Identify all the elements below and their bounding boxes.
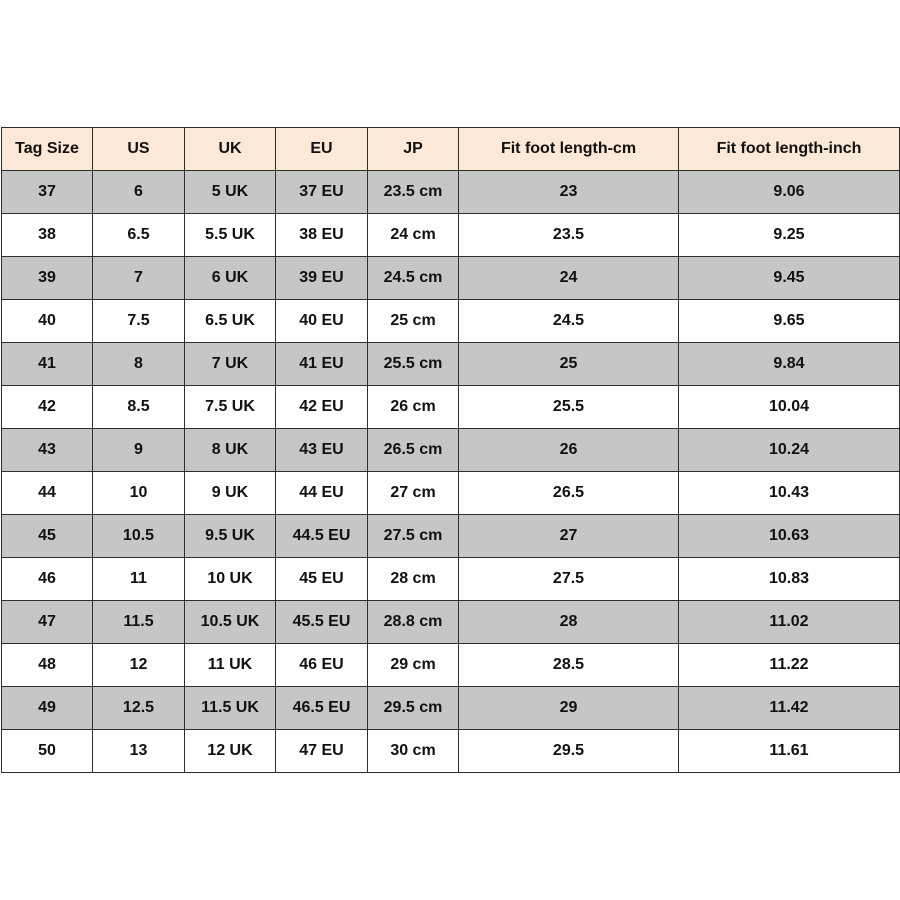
cell-us: 10.5 [93, 515, 185, 558]
cell-fit-inch: 11.42 [679, 687, 900, 730]
cell-fit-inch: 10.63 [679, 515, 900, 558]
table-row [2, 171, 900, 214]
cell-fit-inch: 9.65 [679, 300, 900, 343]
cell-tag-size: 38 [2, 214, 93, 257]
cell-uk: 9 UK [185, 472, 276, 515]
header-jp: JP [368, 128, 459, 171]
cell-us: 13 [93, 730, 185, 773]
cell-fit-cm: 28 [459, 601, 679, 644]
cell-fit-inch: 11.02 [679, 601, 900, 644]
cell-fit-cm: 27 [459, 515, 679, 558]
table-row [2, 558, 900, 601]
cell-uk: 7.5 UK [185, 386, 276, 429]
cell-us: 12 [93, 644, 185, 687]
cell-uk: 6.5 UK [185, 300, 276, 343]
cell-us: 8.5 [93, 386, 185, 429]
cell-eu: 45.5 EU [276, 601, 368, 644]
cell-fit-inch: 9.25 [679, 214, 900, 257]
cell-tag-size: 43 [2, 429, 93, 472]
table-row [2, 300, 900, 343]
cell-us: 11.5 [93, 601, 185, 644]
cell-fit-cm: 29.5 [459, 730, 679, 773]
table-row [2, 214, 900, 257]
cell-tag-size: 40 [2, 300, 93, 343]
table-row [2, 386, 900, 429]
cell-fit-cm: 25.5 [459, 386, 679, 429]
cell-us: 12.5 [93, 687, 185, 730]
table-row [2, 429, 900, 472]
cell-us: 10 [93, 472, 185, 515]
cell-tag-size: 47 [2, 601, 93, 644]
cell-tag-size: 39 [2, 257, 93, 300]
cell-jp: 25.5 cm [368, 343, 459, 386]
cell-tag-size: 48 [2, 644, 93, 687]
header-fit-foot-length-cm: Fit foot length-cm [459, 128, 679, 171]
cell-uk: 10 UK [185, 558, 276, 601]
cell-jp: 27 cm [368, 472, 459, 515]
cell-jp: 26.5 cm [368, 429, 459, 472]
cell-eu: 37 EU [276, 171, 368, 214]
table-row [2, 515, 900, 558]
cell-us: 7.5 [93, 300, 185, 343]
cell-jp: 29 cm [368, 644, 459, 687]
cell-fit-cm: 26 [459, 429, 679, 472]
cell-fit-inch: 10.04 [679, 386, 900, 429]
cell-us: 7 [93, 257, 185, 300]
cell-fit-inch: 11.22 [679, 644, 900, 687]
cell-fit-inch: 10.83 [679, 558, 900, 601]
cell-uk: 5.5 UK [185, 214, 276, 257]
cell-eu: 42 EU [276, 386, 368, 429]
table-row [2, 257, 900, 300]
table-row [2, 472, 900, 515]
table-row [2, 343, 900, 386]
cell-eu: 44.5 EU [276, 515, 368, 558]
cell-fit-cm: 27.5 [459, 558, 679, 601]
cell-jp: 29.5 cm [368, 687, 459, 730]
cell-fit-cm: 26.5 [459, 472, 679, 515]
cell-jp: 26 cm [368, 386, 459, 429]
cell-tag-size: 42 [2, 386, 93, 429]
cell-uk: 10.5 UK [185, 601, 276, 644]
cell-fit-cm: 28.5 [459, 644, 679, 687]
cell-fit-cm: 24.5 [459, 300, 679, 343]
header-row [2, 128, 900, 171]
cell-us: 6.5 [93, 214, 185, 257]
cell-uk: 11 UK [185, 644, 276, 687]
cell-uk: 8 UK [185, 429, 276, 472]
table-header [2, 128, 900, 171]
header-fit-foot-length-inch: Fit foot length-inch [679, 128, 900, 171]
header-uk: UK [185, 128, 276, 171]
cell-tag-size: 49 [2, 687, 93, 730]
cell-uk: 12 UK [185, 730, 276, 773]
cell-fit-cm: 23.5 [459, 214, 679, 257]
cell-us: 11 [93, 558, 185, 601]
cell-fit-inch: 11.61 [679, 730, 900, 773]
cell-fit-cm: 23 [459, 171, 679, 214]
size-chart-table [1, 127, 900, 773]
cell-tag-size: 45 [2, 515, 93, 558]
cell-uk: 11.5 UK [185, 687, 276, 730]
header-tag-size: Tag Size [2, 128, 93, 171]
cell-jp: 27.5 cm [368, 515, 459, 558]
cell-uk: 7 UK [185, 343, 276, 386]
cell-uk: 6 UK [185, 257, 276, 300]
cell-tag-size: 41 [2, 343, 93, 386]
cell-tag-size: 44 [2, 472, 93, 515]
cell-eu: 46.5 EU [276, 687, 368, 730]
cell-tag-size: 46 [2, 558, 93, 601]
cell-us: 8 [93, 343, 185, 386]
cell-fit-cm: 24 [459, 257, 679, 300]
cell-fit-inch: 10.24 [679, 429, 900, 472]
cell-fit-cm: 25 [459, 343, 679, 386]
table-body [2, 171, 900, 773]
cell-jp: 28.8 cm [368, 601, 459, 644]
cell-us: 6 [93, 171, 185, 214]
cell-eu: 46 EU [276, 644, 368, 687]
table-row [2, 601, 900, 644]
cell-jp: 28 cm [368, 558, 459, 601]
cell-uk: 9.5 UK [185, 515, 276, 558]
table-row [2, 644, 900, 687]
cell-fit-inch: 10.43 [679, 472, 900, 515]
cell-eu: 41 EU [276, 343, 368, 386]
table-row [2, 687, 900, 730]
cell-eu: 38 EU [276, 214, 368, 257]
cell-eu: 39 EU [276, 257, 368, 300]
cell-tag-size: 50 [2, 730, 93, 773]
cell-eu: 40 EU [276, 300, 368, 343]
cell-us: 9 [93, 429, 185, 472]
cell-fit-inch: 9.84 [679, 343, 900, 386]
cell-eu: 47 EU [276, 730, 368, 773]
cell-eu: 45 EU [276, 558, 368, 601]
cell-eu: 44 EU [276, 472, 368, 515]
table-row [2, 730, 900, 773]
cell-fit-cm: 29 [459, 687, 679, 730]
cell-fit-inch: 9.06 [679, 171, 900, 214]
cell-uk: 5 UK [185, 171, 276, 214]
header-eu: EU [276, 128, 368, 171]
header-us: US [93, 128, 185, 171]
cell-jp: 25 cm [368, 300, 459, 343]
cell-jp: 30 cm [368, 730, 459, 773]
cell-tag-size: 37 [2, 171, 93, 214]
cell-eu: 43 EU [276, 429, 368, 472]
cell-fit-inch: 9.45 [679, 257, 900, 300]
cell-jp: 23.5 cm [368, 171, 459, 214]
cell-jp: 24.5 cm [368, 257, 459, 300]
cell-jp: 24 cm [368, 214, 459, 257]
